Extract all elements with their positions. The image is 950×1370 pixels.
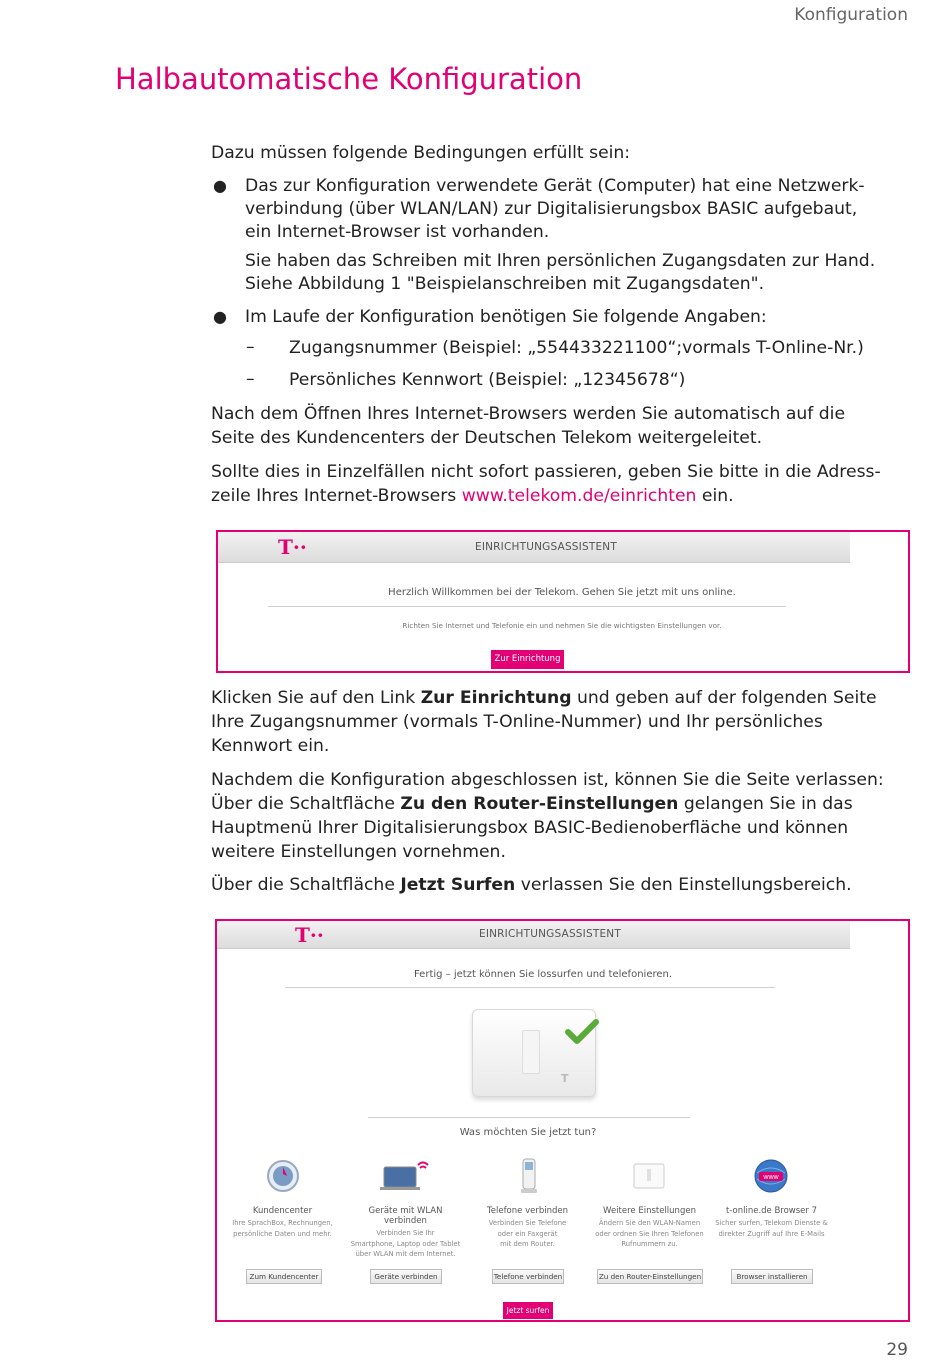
screenshot-setup-complete bbox=[215, 919, 910, 1322]
desc-line: Ihre SprachBox, Rechnungen, bbox=[232, 1219, 333, 1227]
bullet2-text: Im Laufe der Konfiguration benötigen Sie folgende Angaben: bbox=[245, 307, 767, 327]
desc-line: oder ordnen Sie Ihren Telefonen bbox=[595, 1229, 704, 1238]
bold-term: Zu den Router-Einstellungen bbox=[400, 794, 679, 814]
desc-line: Verbinden Sie Ihr bbox=[376, 1229, 435, 1237]
dash-marker: – bbox=[246, 337, 255, 357]
assistant-title: EINRICHTUNGSASSISTENT bbox=[475, 541, 617, 553]
question-text: Was möchten Sie jetzt tun? bbox=[459, 1127, 597, 1138]
assistant-header-bar bbox=[217, 921, 850, 949]
zum-kundencenter-button[interactable]: Zum Kundencenter bbox=[246, 1269, 322, 1284]
sub-item-access-number: Zugangsnummer (Beispiel: „554433221100“;vormals T-Online-Nr.) bbox=[289, 338, 864, 358]
page-number: 29 bbox=[886, 1340, 908, 1360]
desc-line: über WLAN mit dem Internet. bbox=[355, 1250, 456, 1258]
text-line: weitere Einstellungen vornehmen. bbox=[211, 842, 506, 862]
divider bbox=[285, 987, 775, 988]
text-span: ein. bbox=[696, 486, 734, 506]
desc-line: Sicher surfen, Telekom Dienste & bbox=[715, 1219, 828, 1227]
option-title: Telefone verbinden bbox=[487, 1206, 568, 1216]
intro-text: Dazu müssen folgende Bedingungen erfüllt sein: bbox=[211, 143, 631, 163]
option-title: Geräte mit WLAN verbinden bbox=[368, 1206, 443, 1226]
desc-line: Rufnummern zu. bbox=[621, 1240, 678, 1248]
text-line bbox=[211, 686, 911, 710]
desc-line: Ändern Sie den WLAN-Namen bbox=[598, 1219, 701, 1227]
paragraph-address bbox=[211, 460, 911, 508]
wlan-devices-icon bbox=[380, 1155, 430, 1195]
bold-term: Zur Einrichtung bbox=[420, 688, 572, 708]
desc-line: mit dem Router. bbox=[500, 1240, 555, 1248]
router-settings-icon bbox=[631, 1161, 667, 1193]
www-badge-text: www bbox=[763, 1174, 779, 1181]
phone-icon bbox=[519, 1157, 539, 1195]
bold-term: Jetzt Surfen bbox=[400, 875, 516, 895]
option-browser bbox=[714, 1203, 829, 1239]
paragraph-redirect bbox=[211, 402, 911, 450]
text-span: gelangen Sie in das bbox=[678, 794, 853, 814]
bullet1-text bbox=[245, 175, 915, 244]
text-line: Hauptmenü Ihrer Digitalisierungsbox BASIC-Bedienoberfläche und können bbox=[211, 818, 849, 838]
telekom-logo-icon: T·· bbox=[278, 535, 307, 559]
desc-line: Smartphone, Laptop oder Tablet bbox=[350, 1239, 461, 1248]
telekom-logo-icon: T·· bbox=[295, 923, 324, 947]
bullet1-note bbox=[245, 250, 915, 296]
done-text: Fertig – jetzt können Sie lossurfen und telefonieren. bbox=[413, 969, 673, 980]
sub-item-password: Persönliches Kennwort (Beispiel: „12345678“) bbox=[289, 370, 686, 390]
setup-link[interactable]: www.telekom.de/einrichten bbox=[461, 486, 697, 506]
jetzt-surfen-button[interactable]: Jetzt surfen bbox=[503, 1302, 553, 1319]
paragraph-router-settings bbox=[211, 768, 911, 864]
desc-line: direkter Zugriff auf Ihre E-Mails bbox=[718, 1229, 825, 1238]
www-globe-icon bbox=[752, 1157, 790, 1195]
option-title: Weitere Einstellungen bbox=[603, 1206, 696, 1216]
option-desc bbox=[348, 1228, 463, 1260]
option-desc bbox=[470, 1218, 585, 1250]
paragraph-link bbox=[211, 686, 911, 758]
zur-einrichtung-button[interactable]: Zur Einrichtung bbox=[491, 650, 564, 669]
dash-marker: – bbox=[246, 369, 255, 389]
note-line: Sie haben das Schreiben mit Ihren persönlichen Zugangsdaten zur Hand. bbox=[245, 251, 876, 271]
text-line: Kennwort ein. bbox=[211, 736, 330, 756]
text-span: Über die Schaltfläche bbox=[211, 875, 401, 895]
screenshot-setup-assistant bbox=[216, 530, 910, 673]
option-desc bbox=[714, 1218, 829, 1239]
text-line bbox=[211, 792, 911, 816]
desc-line: oder ein Faxgerät bbox=[497, 1229, 558, 1238]
desc-line: Verbinden Sie Telefone bbox=[488, 1219, 567, 1227]
option-weitere-einstellungen bbox=[592, 1203, 707, 1250]
divider bbox=[268, 606, 786, 607]
text-span: verlassen Sie den Einstellungsbereich. bbox=[515, 875, 852, 895]
option-wlan bbox=[348, 1203, 463, 1260]
kundencenter-icon bbox=[266, 1159, 300, 1193]
option-telefone bbox=[470, 1203, 585, 1250]
page-title: Halbautomatische Konfiguration bbox=[115, 62, 583, 96]
bullet-dot: ● bbox=[213, 176, 227, 195]
option-title: Kundencenter bbox=[252, 1206, 313, 1216]
option-kundencenter bbox=[225, 1203, 340, 1239]
bullet1-line: verbindung (über WLAN/LAN) zur Digitalisierungsbox BASIC aufgebaut, bbox=[245, 199, 858, 219]
geraete-verbinden-button[interactable]: Geräte verbinden bbox=[370, 1269, 442, 1284]
browser-installieren-button[interactable]: Browser installieren bbox=[731, 1269, 813, 1284]
bullet1-line: ein Internet-Browser ist vorhanden. bbox=[245, 222, 550, 242]
note-line: Siehe Abbildung 1 "Beispielanschreiben mit Zugangsdaten". bbox=[245, 274, 765, 294]
telefone-verbinden-button[interactable]: Telefone verbinden bbox=[492, 1269, 564, 1284]
paragraph-surf bbox=[211, 873, 911, 897]
welcome-text: Herzlich Willkommen bei der Telekom. Gehen Sie jetzt mit uns online. bbox=[388, 587, 736, 598]
text-line: Nach dem Öffnen Ihres Internet-Browsers werden Sie automatisch auf die bbox=[211, 404, 846, 424]
option-title: t-online.de Browser 7 bbox=[725, 1206, 818, 1216]
router-logo-icon: T bbox=[561, 1072, 569, 1085]
setup-subtext: Richten Sie Internet und Telefonie ein und nehmen Sie die wichtigsten Einstellungen vor. bbox=[402, 621, 722, 630]
text-line: Sollte dies in Einzelfällen nicht sofort passieren, geben Sie bitte in die Adress- bbox=[211, 462, 881, 482]
option-desc bbox=[592, 1218, 707, 1250]
text-span: zeile Ihres Internet-Browsers bbox=[211, 486, 462, 506]
bullet1-line: Das zur Konfiguration verwendete Gerät (Computer) hat eine Netzwerk- bbox=[245, 176, 865, 196]
section-header: Konfiguration bbox=[794, 5, 908, 25]
text-line: Seite des Kundencenters der Deutschen Telekom weitergeleitet. bbox=[211, 428, 763, 448]
router-einstellungen-button[interactable]: Zu den Router-Einstellungen bbox=[597, 1269, 703, 1284]
bullet-dot: ● bbox=[213, 307, 227, 326]
option-desc bbox=[225, 1218, 340, 1239]
text-line bbox=[211, 484, 911, 508]
desc-line: persönliche Daten und mehr. bbox=[233, 1229, 332, 1238]
text-span: Über die Schaltfläche bbox=[211, 794, 401, 814]
assistant-title: EINRICHTUNGSASSISTENT bbox=[479, 928, 621, 940]
assistant-header-bar bbox=[218, 532, 850, 563]
text-line: Nachdem die Konfiguration abgeschlossen ist, können Sie die Seite verlassen: bbox=[211, 770, 884, 790]
checkmark-icon bbox=[565, 1018, 599, 1046]
text-span: und geben auf der folgenden Seite bbox=[571, 688, 877, 708]
divider bbox=[368, 1117, 690, 1118]
router-led-panel bbox=[522, 1030, 540, 1074]
text-line: Ihre Zugangsnummer (vormals T-Online-Nummer) und Ihr persönliches bbox=[211, 712, 823, 732]
text-span: Klicken Sie auf den Link bbox=[211, 688, 421, 708]
